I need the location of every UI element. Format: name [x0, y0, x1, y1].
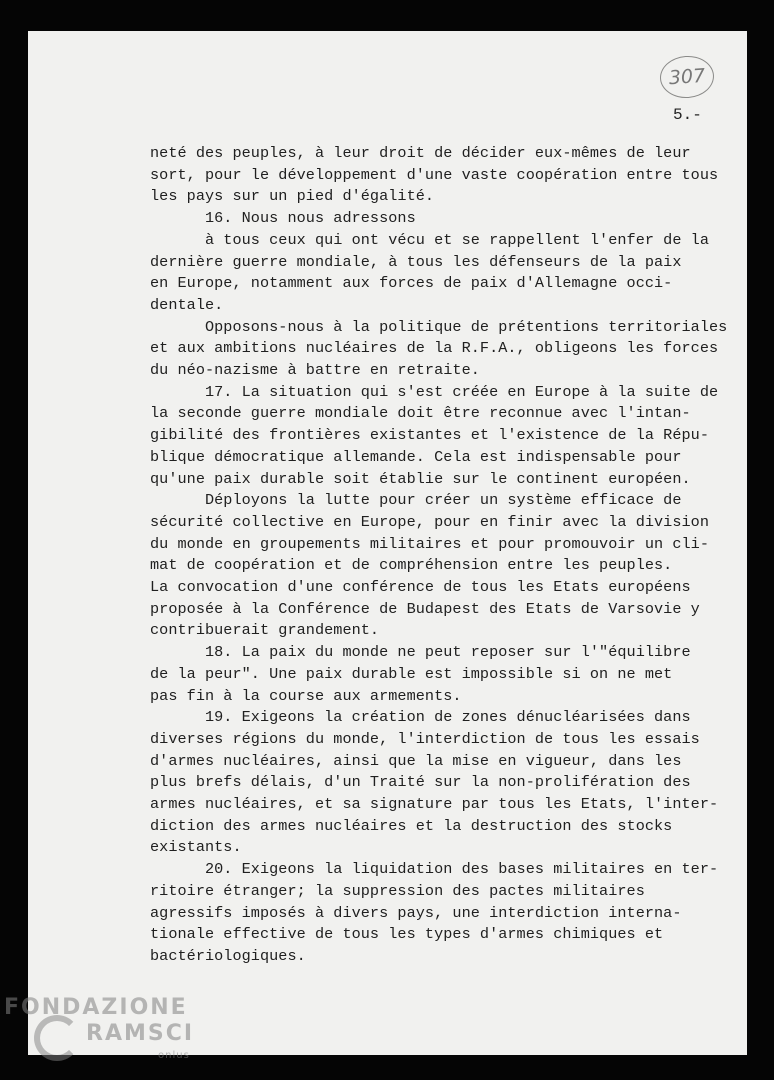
- text-line: du néo-nazisme à battre en retraite.: [150, 361, 480, 379]
- text-line: ritoire étranger; la suppression des pactes militaires: [150, 881, 645, 900]
- text-line: en Europe, notamment aux forces de paix d'Allemagne occi-: [150, 274, 673, 293]
- text-line: agressifs imposés à divers pays, une interdiction interna-: [150, 903, 682, 922]
- text-line: de la peur". Une paix durable est impossible si on ne met: [150, 664, 673, 683]
- text-line: Opposons-nous à la politique de prétentions territoriales: [150, 317, 728, 336]
- text-line: sort, pour le développement d'une vaste coopération entre tous: [150, 165, 719, 184]
- text-line: les pays sur un pied d'égalité.: [150, 187, 435, 206]
- text-line: 19. Exigeons la création de zones dénucléarisées dans: [150, 708, 691, 727]
- text-line: contribuerait grandement.: [150, 621, 380, 640]
- fondazione-gramsci-watermark: [4, 995, 234, 1075]
- text-line: sécurité collective en Europe, pour en finir avec la division: [150, 512, 710, 531]
- text-line: proposée à la Conférence de Budapest des Etats de Varsovie y: [150, 599, 700, 618]
- text-line: d'armes nucléaires, ainsi que la mise en vigueur, dans les: [150, 751, 682, 770]
- text-line: neté des peuples, à leur droit de décider eux-mêmes de leur: [150, 144, 691, 162]
- text-line: du monde en groupements militaires et pour promouvoir un cli-: [150, 534, 710, 553]
- text-line: armes nucléaires, et sa signature par tous les Etats, l'inter-: [150, 795, 719, 813]
- archive-number-stamp: 307: [659, 54, 716, 100]
- page-number: 5.-: [673, 106, 702, 124]
- text-line: dernière guerre mondiale, à tous les défenseurs de la paix: [150, 252, 682, 271]
- text-line: La convocation d'une conférence de tous les Etats européens: [150, 578, 691, 596]
- text-line: existants.: [150, 838, 242, 857]
- watermark-line-1: FONDAZIONE: [4, 995, 188, 1020]
- text-line: pas fin à la course aux armements.: [150, 686, 462, 705]
- text-line: à tous ceux qui ont vécu et se rappellent l'enfer de la: [150, 230, 710, 249]
- text-line: qu'une paix durable soit établie sur le continent européen.: [150, 469, 691, 488]
- text-line: 20. Exigeons la liquidation des bases militaires en ter-: [150, 860, 719, 879]
- text-line: tionale effective de tous les types d'armes chimiques et: [150, 925, 664, 944]
- text-line: mat de coopération et de compréhension entre les peuples.: [150, 556, 673, 575]
- text-line: bactériologiques.: [150, 946, 306, 965]
- watermark-line-2: RAMSCI: [86, 1021, 195, 1046]
- text-line: plus brefs délais, d'un Traité sur la non-prolifération des: [150, 773, 691, 792]
- text-line: dentale.: [150, 295, 224, 314]
- text-line: diverses régions du monde, l'interdiction de tous les essais: [150, 729, 700, 748]
- text-line: Déployons la lutte pour créer un système efficace de: [150, 491, 682, 510]
- text-line: la seconde guerre mondiale doit être reconnue avec l'intan-: [150, 404, 691, 423]
- text-line: blique démocratique allemande. Cela est indispensable pour: [150, 447, 682, 466]
- text-line: gibilité des frontières existantes et l'existence de la Répu-: [150, 426, 710, 445]
- text-line: 17. La situation qui s'est créée en Europe à la suite de: [150, 382, 719, 401]
- text-line: diction des armes nucléaires et la destruction des stocks: [150, 816, 673, 835]
- text-line: et aux ambitions nucléaires de la R.F.A., obligeons les forces: [150, 339, 719, 358]
- text-line: 16. Nous nous adressons: [150, 209, 416, 228]
- text-line: 18. La paix du monde ne peut reposer sur l'"équilibre: [150, 643, 691, 662]
- gramsci-logo-icon: [34, 1015, 80, 1061]
- watermark-line-3: onlus: [158, 1050, 190, 1061]
